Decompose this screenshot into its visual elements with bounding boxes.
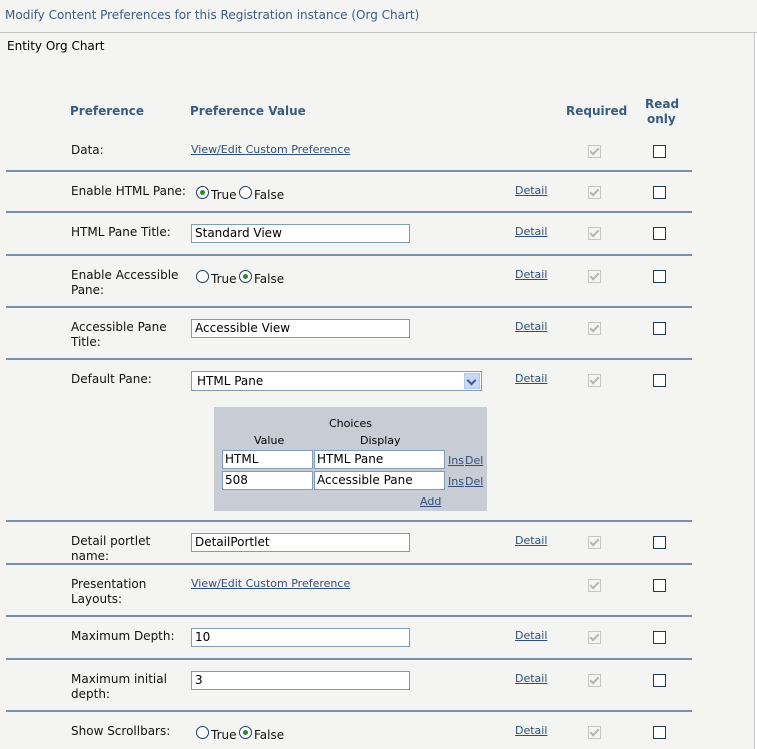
column-header-preference: Preference bbox=[70, 104, 145, 118]
panel-title: Entity Org Chart bbox=[7, 39, 105, 53]
maximum-initial-depth-input[interactable]: 3 bbox=[191, 671, 410, 690]
radio-true-label: True bbox=[211, 728, 237, 742]
choices-display-header: Display bbox=[360, 434, 401, 447]
column-header-readonly-line2: only bbox=[647, 112, 676, 126]
readonly-checkbox[interactable] bbox=[653, 322, 666, 335]
radio-false[interactable] bbox=[239, 726, 252, 739]
row-separator bbox=[6, 254, 692, 256]
detail-link[interactable]: Detail bbox=[515, 320, 548, 333]
column-header-readonly-line1: Read bbox=[645, 97, 680, 111]
detail-link[interactable]: Detail bbox=[515, 184, 548, 197]
choices-value-header: Value bbox=[254, 434, 285, 447]
radio-false-label: False bbox=[254, 728, 285, 742]
choices-editor bbox=[214, 407, 487, 511]
pref-label-html-pane-title: HTML Pane Title: bbox=[71, 225, 171, 239]
readonly-checkbox[interactable] bbox=[653, 631, 666, 644]
radio-true-label: True bbox=[211, 188, 237, 202]
default-pane-select[interactable] bbox=[191, 371, 482, 391]
radio-true-label: True bbox=[211, 272, 237, 286]
insert-choice-link[interactable]: Ins bbox=[448, 454, 464, 467]
detail-link[interactable]: Detail bbox=[515, 372, 548, 385]
readonly-checkbox[interactable] bbox=[653, 145, 666, 158]
column-header-value: Preference Value bbox=[190, 104, 306, 118]
pref-label-show-scrollbars: Show Scrollbars: bbox=[71, 724, 171, 738]
pref-label-maximum-depth: Maximum Depth: bbox=[71, 629, 175, 643]
required-checkbox bbox=[588, 322, 601, 335]
row-separator bbox=[6, 170, 692, 172]
choice-value-input[interactable]: HTML bbox=[222, 450, 313, 469]
required-checkbox bbox=[588, 579, 601, 592]
pref-label-enable-html-pane: Enable HTML Pane: bbox=[71, 184, 186, 198]
pref-label-default-pane: Default Pane: bbox=[71, 372, 152, 386]
pref-label-maximum-initial-depth: Maximum initial depth: bbox=[71, 672, 167, 701]
add-choice-link[interactable]: Add bbox=[420, 495, 442, 508]
row-separator bbox=[6, 563, 692, 565]
required-checkbox bbox=[588, 374, 601, 387]
readonly-checkbox[interactable] bbox=[653, 674, 666, 687]
page-title: Modify Content Preferences for this Registration instance (Org Chart) bbox=[5, 8, 420, 22]
detail-link[interactable]: Detail bbox=[515, 724, 548, 737]
readonly-checkbox[interactable] bbox=[653, 186, 666, 199]
pref-label-detail-portlet-name: Detail portlet name: bbox=[71, 534, 151, 563]
row-separator bbox=[6, 658, 692, 660]
radio-false-label: False bbox=[254, 272, 285, 286]
required-checkbox bbox=[588, 227, 601, 240]
choice-display-input[interactable]: Accessible Pane bbox=[314, 471, 445, 490]
detail-link[interactable]: Detail bbox=[515, 225, 548, 238]
row-separator bbox=[6, 710, 692, 712]
chevron-down-icon[interactable] bbox=[464, 373, 480, 389]
detail-link[interactable]: Detail bbox=[515, 268, 548, 281]
default-pane-selected-value: HTML Pane bbox=[197, 374, 264, 388]
radio-false[interactable] bbox=[239, 270, 252, 283]
row-separator bbox=[6, 211, 692, 213]
row-separator bbox=[6, 358, 692, 360]
delete-choice-link[interactable]: Del bbox=[465, 475, 484, 488]
choice-value-input[interactable]: 508 bbox=[222, 471, 313, 490]
radio-false[interactable] bbox=[239, 186, 252, 199]
readonly-checkbox[interactable] bbox=[653, 270, 666, 283]
required-checkbox bbox=[588, 631, 601, 644]
readonly-checkbox[interactable] bbox=[653, 374, 666, 387]
insert-choice-link[interactable]: Ins bbox=[448, 475, 464, 488]
readonly-checkbox[interactable] bbox=[653, 536, 666, 549]
readonly-checkbox[interactable] bbox=[653, 579, 666, 592]
readonly-checkbox[interactable] bbox=[653, 726, 666, 739]
column-header-required: Required bbox=[566, 104, 628, 118]
row-separator bbox=[6, 306, 692, 308]
maximum-depth-input[interactable]: 10 bbox=[191, 628, 410, 647]
detail-link[interactable]: Detail bbox=[515, 629, 548, 642]
choice-display-input[interactable]: HTML Pane bbox=[314, 450, 445, 469]
radio-true[interactable] bbox=[196, 186, 209, 199]
pref-label-data: Data: bbox=[71, 143, 104, 157]
delete-choice-link[interactable]: Del bbox=[465, 454, 484, 467]
pref-label-enable-accessible-pane: Enable Accessible Pane: bbox=[71, 268, 179, 297]
custom-preference-link[interactable]: View/Edit Custom Preference bbox=[191, 577, 351, 590]
detail-link[interactable]: Detail bbox=[515, 534, 548, 547]
detail-portlet-name-input[interactable]: DetailPortlet bbox=[191, 533, 410, 552]
radio-false-label: False bbox=[254, 188, 285, 202]
required-checkbox bbox=[588, 536, 601, 549]
row-separator bbox=[6, 520, 692, 522]
required-checkbox bbox=[588, 726, 601, 739]
required-checkbox bbox=[588, 270, 601, 283]
detail-link[interactable]: Detail bbox=[515, 672, 548, 685]
required-checkbox bbox=[588, 186, 601, 199]
page-header bbox=[0, 0, 757, 33]
required-checkbox bbox=[588, 145, 601, 158]
pref-label-accessible-pane-title: Accessible Pane Title: bbox=[71, 320, 167, 349]
html-pane-title-input[interactable]: Standard View bbox=[191, 224, 410, 243]
required-checkbox bbox=[588, 674, 601, 687]
choices-title: Choices bbox=[329, 417, 372, 430]
row-separator bbox=[6, 615, 692, 617]
accessible-pane-title-input[interactable]: Accessible View bbox=[191, 319, 410, 338]
pref-label-presentation-layouts: Presentation Layouts: bbox=[71, 577, 147, 606]
radio-true[interactable] bbox=[196, 270, 209, 283]
readonly-checkbox[interactable] bbox=[653, 227, 666, 240]
custom-preference-link[interactable]: View/Edit Custom Preference bbox=[191, 143, 351, 156]
radio-true[interactable] bbox=[196, 726, 209, 739]
